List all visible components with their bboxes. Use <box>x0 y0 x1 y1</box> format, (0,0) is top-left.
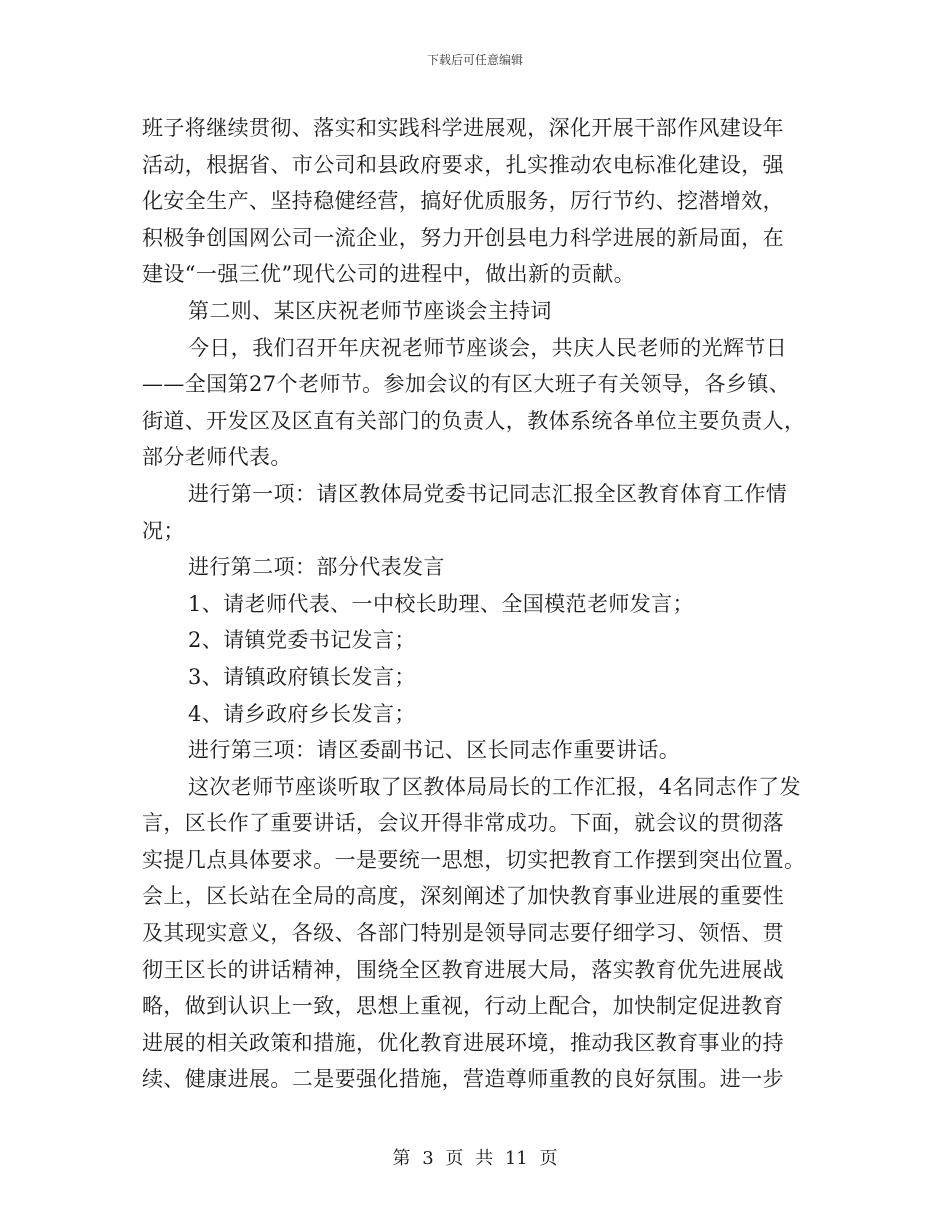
page-number: 第 3 页 共 11 页 <box>392 1148 558 1169</box>
text-line: 班子将继续贯彻、落实和实践科学进展观，深化开展干部作风建设年 <box>142 116 784 140</box>
text-line: 街道、开发区及区直有关部门的负责人，教体系统各单位主要负责人， <box>142 408 806 433</box>
text-line: 进行第三项：请区委副书记、区长同志作重要讲话。 <box>188 738 681 763</box>
text-line: 及其现实意义，各级、各部门特别是领导同志要仔细学习、领悟、贯 <box>142 921 784 946</box>
text-line: 实提几点具体要求。一是要统一思想，切实把教育工作摆到突出位置。 <box>142 847 806 872</box>
text-line: 1、请老师代表、一中校长助理、全国模范老师发言； <box>188 591 694 616</box>
text-line: 彻王区长的讲话精神，围绕全区教育进展大局，落实教育优先进展战 <box>142 957 784 982</box>
text-line: 活动，根据省、市公司和县政府要求，扎实推动农电标准化建设，强 <box>142 152 784 177</box>
text-line: 言，区长作了重要讲话，会议开得非常成功。下面，就会议的贯彻落 <box>142 811 784 836</box>
text-line: 4、请乡政府乡长发言； <box>188 701 416 726</box>
text-line: 会上，区长站在全局的高度，深刻阐述了加快教育事业进展的重要性 <box>142 884 784 909</box>
text-line: 进行第一项：请区教体局党委书记同志汇报全区教育体育工作情 <box>188 481 788 506</box>
document-body <box>142 110 814 1098</box>
text-line: 进展的相关政策和措施，优化教育进展环境，推动我区教育事业的持 <box>142 1030 784 1055</box>
text-line: 3、请镇政府镇长发言； <box>188 664 416 689</box>
text-line: 建设“一强三优”现代公司的进程中，做出新的贡献。 <box>142 262 636 287</box>
text-line: 部分老师代表。 <box>142 445 292 470</box>
text-line: 化安全生产、坚持稳健经营，搞好优质服务，厉行节约、挖潜增效， <box>142 189 784 214</box>
text-line: ——全国第27个老师节。参加会议的有区大班子有关领导，各乡镇、 <box>142 372 791 397</box>
text-line: 略，做到认识上一致，思想上重视，行动上配合，加快制定促进教育 <box>142 994 784 1019</box>
text-line: 况； <box>142 518 185 543</box>
text-line: 第二则、某区庆祝老师节座谈会主持词 <box>188 298 552 323</box>
text-line: 这次老师节座谈听取了区教体局局长的工作汇报，4名同志作了发 <box>188 774 801 799</box>
text-line: 积极争创国网公司一流企业，努力开创县电力科学进展的新局面，在 <box>142 225 784 250</box>
text-line: 续、健康进展。二是要强化措施，营造尊师重教的良好氛围。进一步 <box>142 1067 784 1092</box>
text-line: 2、请镇党委书记发言； <box>188 628 416 653</box>
text-line: 进行第二项：部分代表发言 <box>188 555 445 580</box>
text-line: 今日，我们召开年庆祝老师节座谈会，共庆人民老师的光辉节日 <box>188 335 788 360</box>
page-header: 下载后可任意编辑 <box>426 53 523 67</box>
